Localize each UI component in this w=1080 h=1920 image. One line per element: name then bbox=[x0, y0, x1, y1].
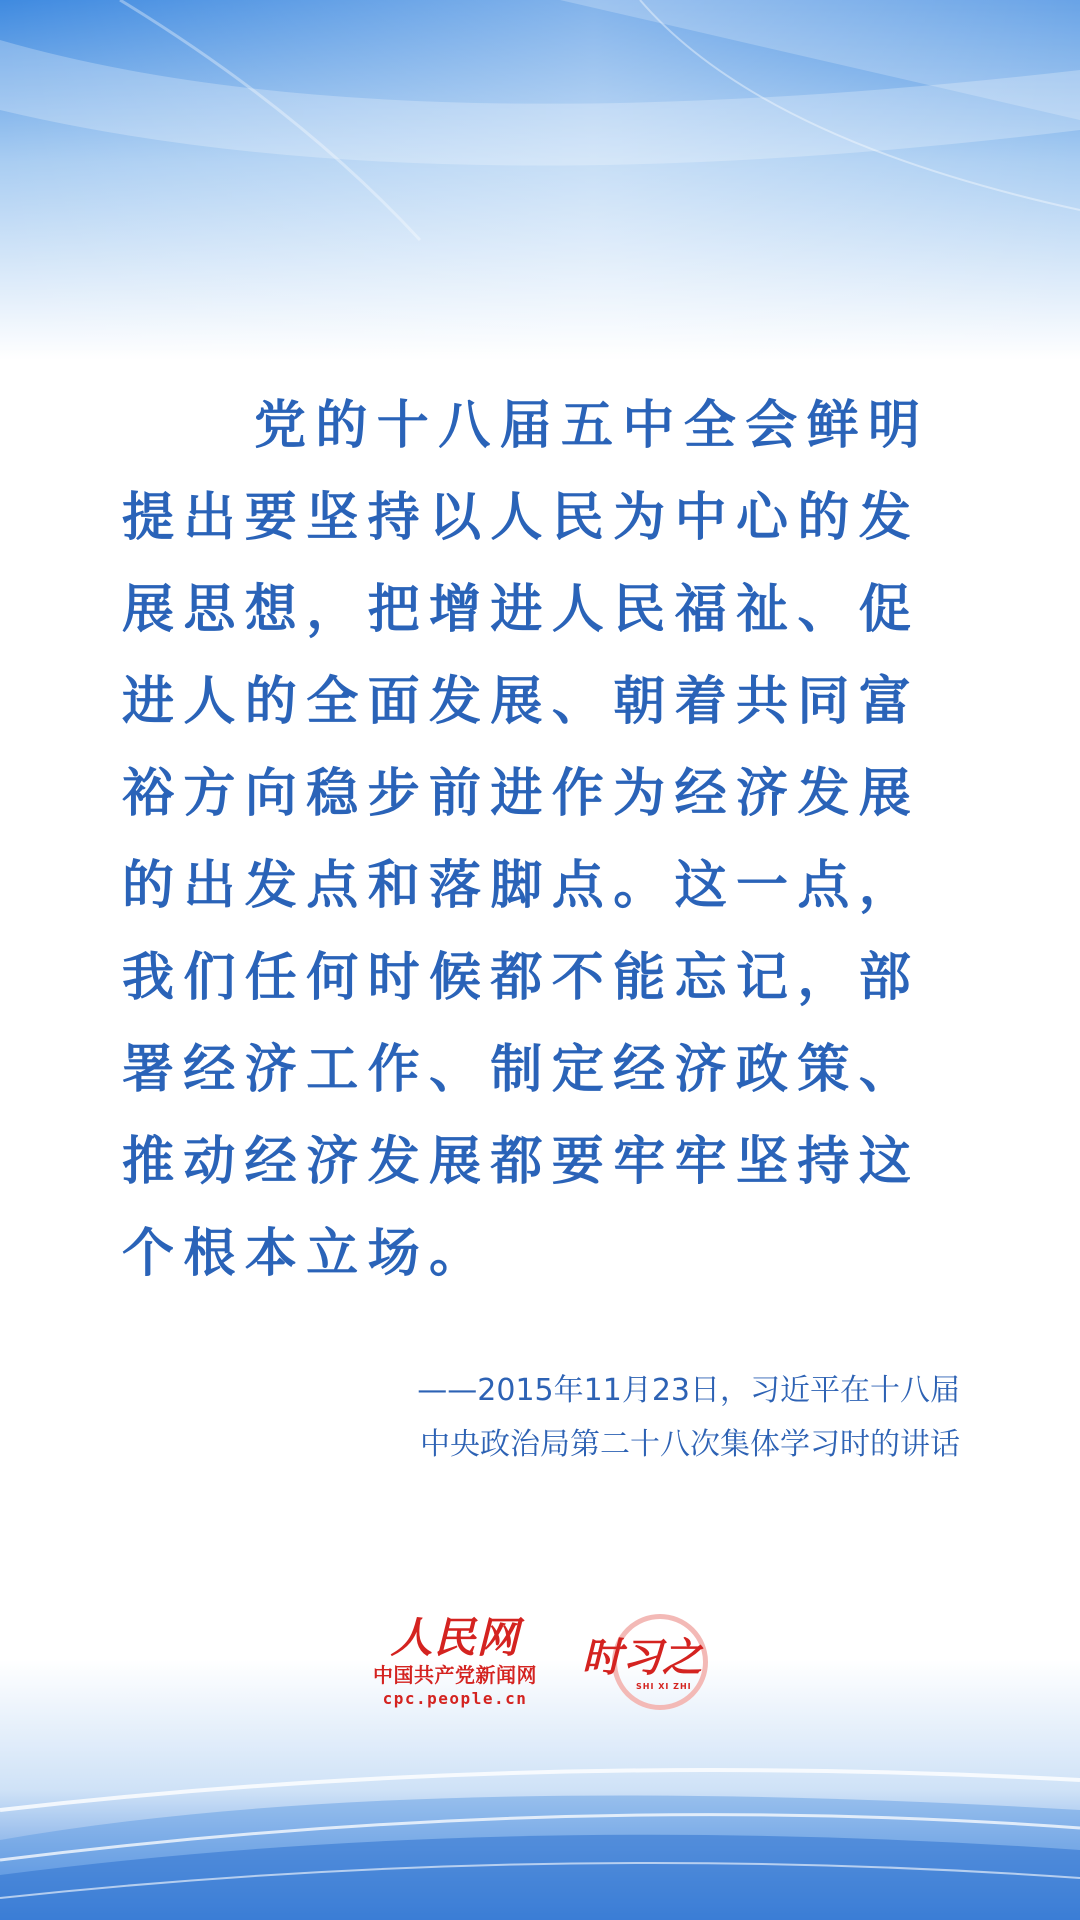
source-line-occasion: 中央政治局第二十八次集体学习时的讲话 bbox=[420, 1427, 960, 1462]
quote-line: 的出发点和落脚点。这一点， bbox=[122, 855, 921, 916]
people-daily-logo-script: 人民网 bbox=[390, 1613, 520, 1662]
quote-line: 进人的全面发展、朝着共同富 bbox=[122, 671, 921, 732]
source-line-date: ——2015年11月23日，习近平在十八届 bbox=[417, 1373, 960, 1408]
logo-bar bbox=[0, 1606, 1080, 1726]
quote-source bbox=[417, 1364, 960, 1472]
quote-line: 署经济工作、制定经济政策、 bbox=[122, 1039, 921, 1100]
top-sky-background bbox=[0, 0, 1080, 360]
quote-line: 党的十八届五中全会鲜明 bbox=[254, 395, 930, 456]
quote-line: 提出要坚持以人民为中心的发 bbox=[122, 487, 921, 548]
quote-line: 推动经济发展都要牢牢坚持这 bbox=[122, 1131, 921, 1192]
quote-text-block bbox=[122, 380, 970, 1300]
shixizhi-logo-text: 时习之 bbox=[582, 1635, 702, 1681]
people-daily-logo bbox=[360, 1614, 550, 1724]
people-daily-logo-subtitle: 中国共产党新闻网 bbox=[373, 1663, 537, 1687]
shixizhi-logo bbox=[576, 1606, 726, 1726]
quote-line: 展思想，把增进人民福祉、促 bbox=[122, 579, 921, 640]
quote-line: 裕方向稳步前进作为经济发展 bbox=[122, 763, 921, 824]
people-daily-logo-url: cpc.people.cn bbox=[382, 1689, 528, 1708]
shixizhi-logo-pinyin: SHI XI ZHI bbox=[636, 1682, 692, 1691]
quote-line: 个根本立场。 bbox=[122, 1223, 491, 1284]
quote-line: 我们任何时候都不能忘记，部 bbox=[122, 947, 921, 1008]
